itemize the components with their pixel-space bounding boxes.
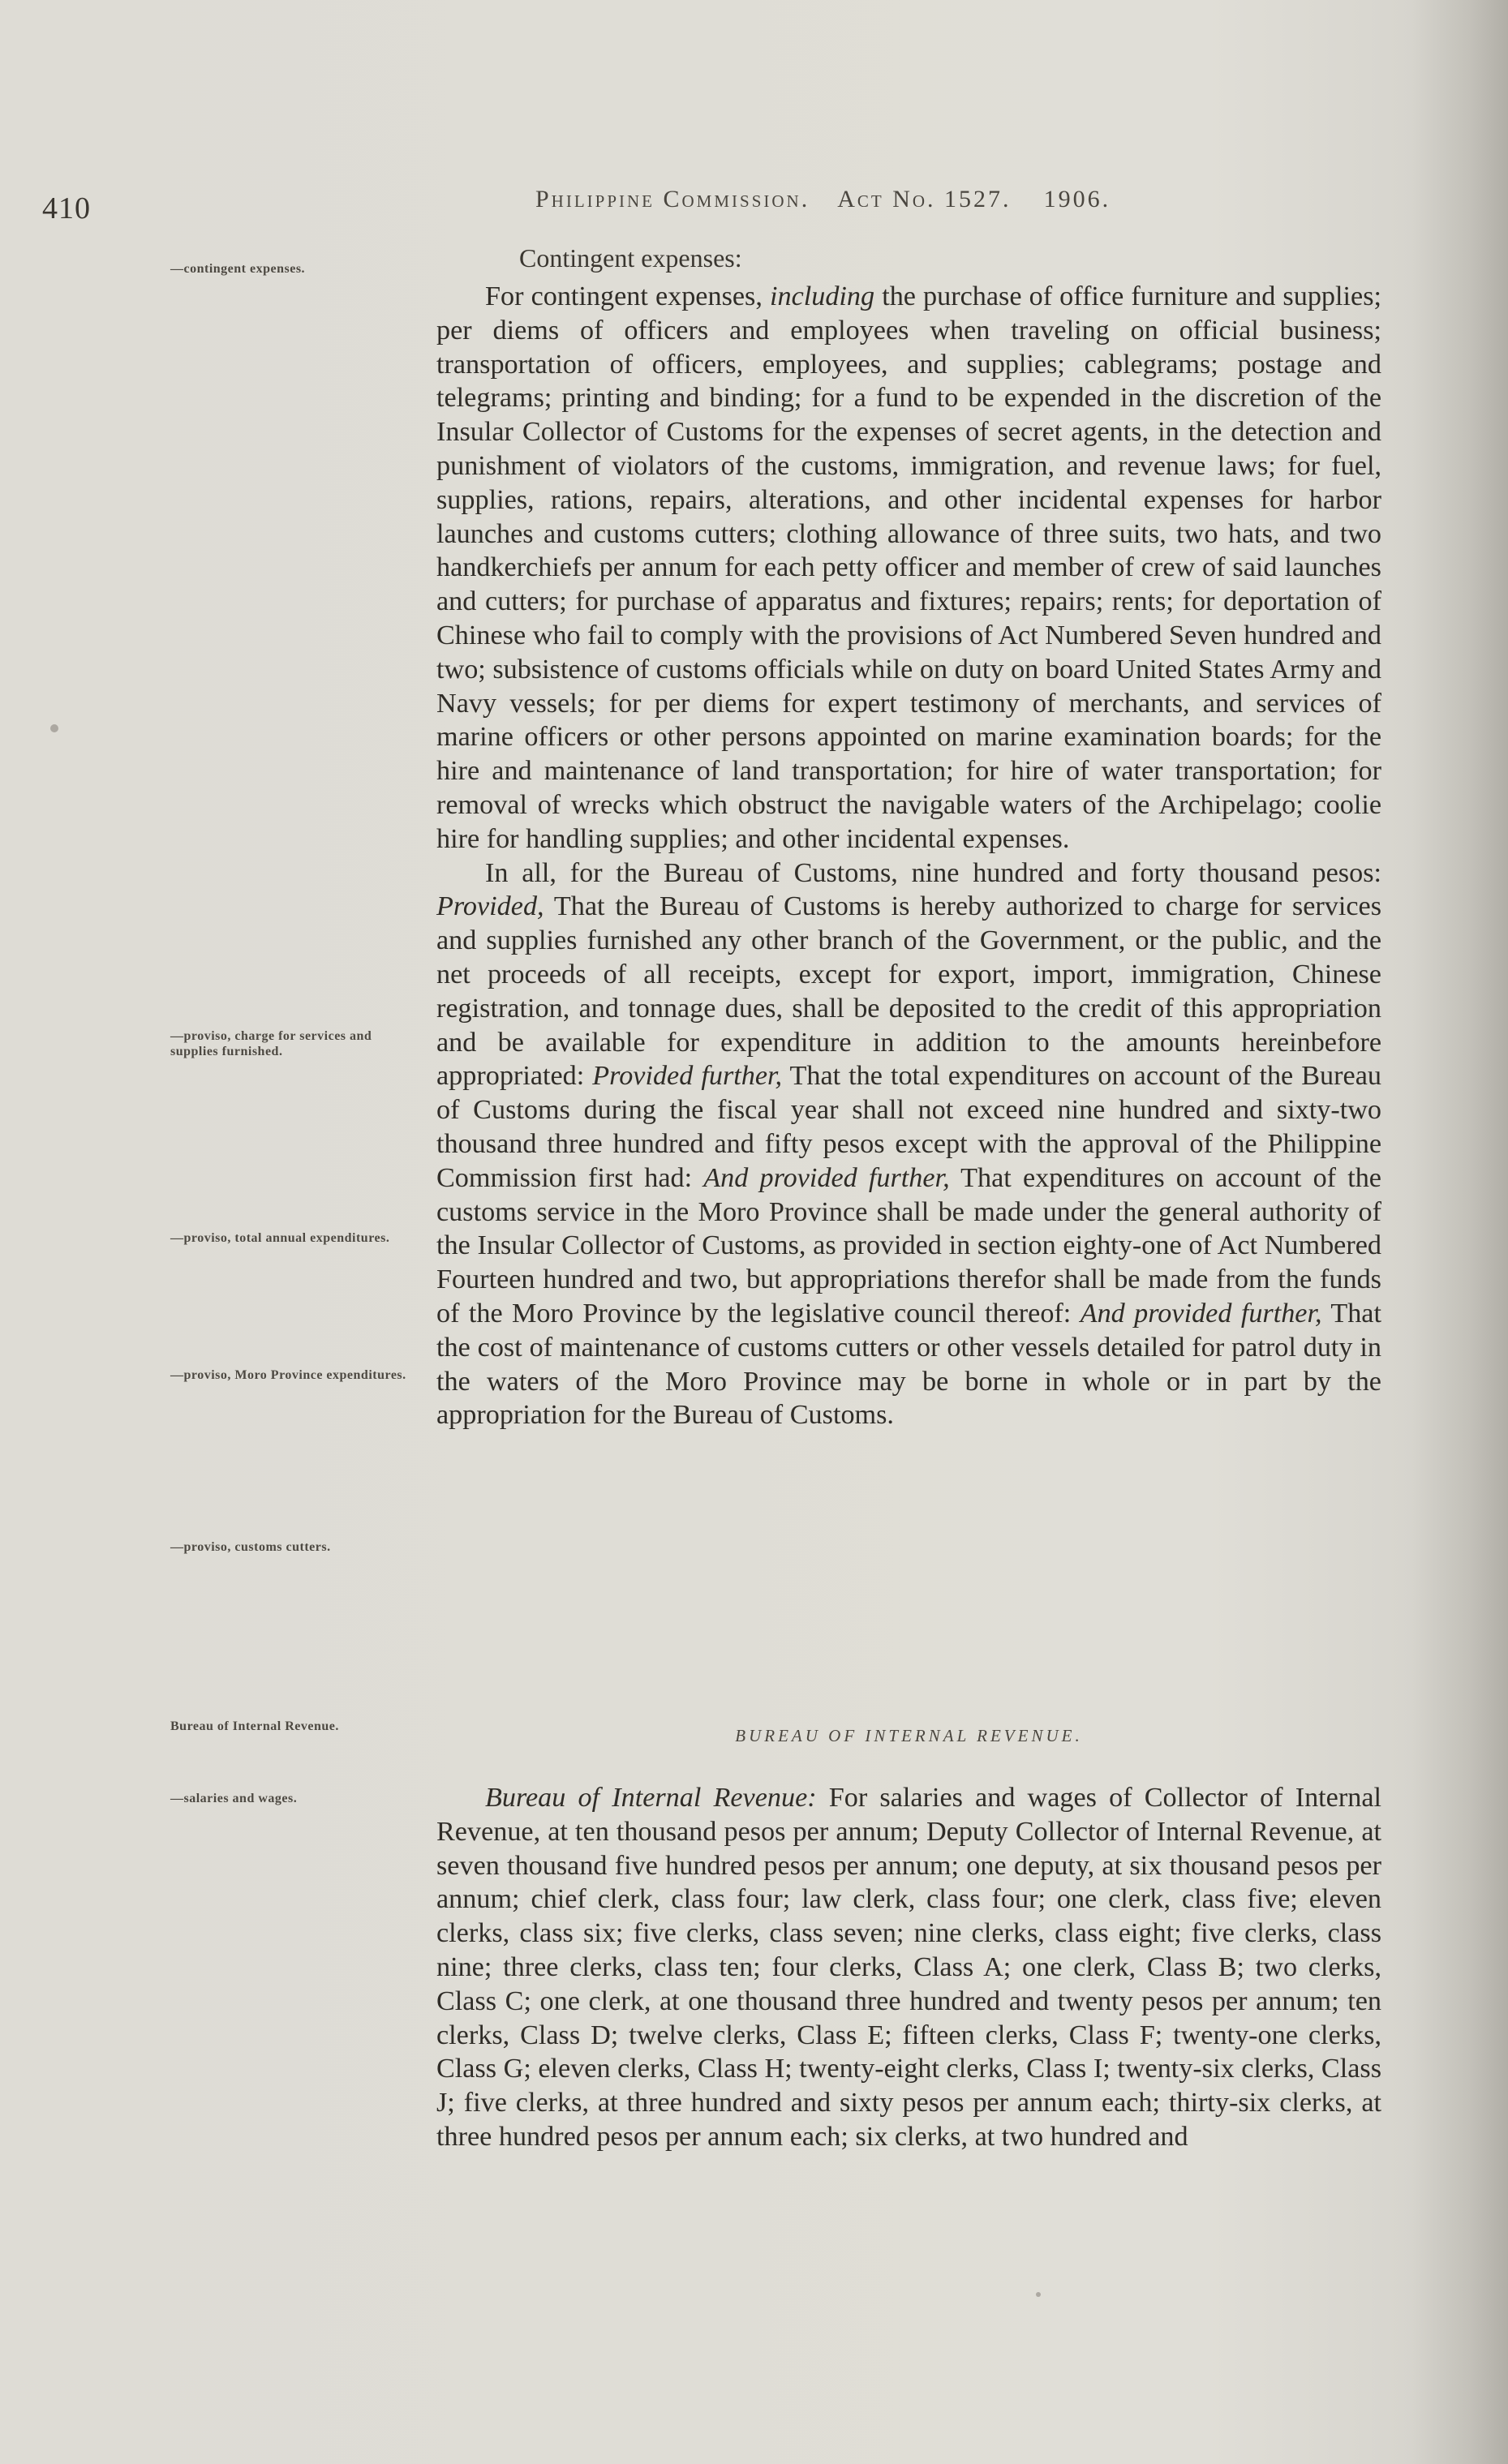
text-run-italic: Provided, xyxy=(436,891,544,922)
page-number: 410 xyxy=(42,191,91,225)
internal-revenue-text xyxy=(436,1781,1381,2154)
scan-speck xyxy=(1036,2292,1041,2297)
running-head-act: Act No. 1527. xyxy=(837,186,1012,212)
margin-note-proviso-charge: —proviso, charge for services and supplies furnished. xyxy=(170,1029,372,1058)
text-run: For salaries and wages of Collector of Internal Revenue, at ten thousand pesos per annum; Deputy Collector of Internal Revenue, at seven thousand five hundred pesos per annum; one deputy, at six thousand pesos per annum; chief clerk, class four; law clerk, class four; one clerk, class five; eleven clerks, class six; five clerks, class seven; nine clerks, class eight; five clerks, class nine; three clerks, class ten; four clerks, Class A; one clerk, Class B; two clerks, Class C; one clerk, at one thousand three hundred and twenty pesos per annum; ten clerks, Class D; twelve clerks, Class E; fifteen clerks, Class F; twenty-one clerks, Class G; eleven clerks, Class H; twenty-eight clerks, Class I; twenty-six clerks, Class J; five clerks, at three hundred and sixty pesos per annum each; thirty-six clerks, at three hundred pesos per annum each; six clerks, at two hundred and xyxy=(436,1783,1382,2152)
contingent-text xyxy=(436,280,1381,1432)
binding-shadow xyxy=(1411,0,1508,2464)
margin-note-salaries: —salaries and wages. xyxy=(170,1792,298,1805)
text-run: the purchase of office furniture and supplies; per diems of officers and employees when traveling on official business; transportation of officers, employees, and supplies; cablegrams; postage and telegrams; printing and binding; for a fund to be expended in the discretion of the Insular Collector of Customs for the expenses of secret agents, in the detection and punishment of violators of the customs, immigration, and revenue laws; for fuel, supplies, rations, repairs, alterations, and other incidental expenses for harbor launches and customs cutters; clothing allowance of three suits, two hats, and two handkerchiefs per annum for each petty officer and member of crew of said launches and cutters; for purchase of apparatus and fixtures; repairs; rents; for deportation of Chinese who fail to comply with the provisions of Act Numbered Seven hundred and two; subsistence of customs officials while on duty on board United States Army and Navy vessels; for per diems for expert testimony of merchants, and services of marine officers or other persons appointed on marine examination boards; for the hire and maintenance of land transportation; for hire of water transportation; for removal of wrecks which obstruct the navigable waters of the Archipelago; coolie hire for handling supplies; and other incidental expenses. xyxy=(436,281,1382,854)
scan-speck xyxy=(50,724,58,732)
margin-note-proviso-customs: —proviso, customs cutters. xyxy=(170,1540,331,1554)
text-run-italic: Bureau of Internal Revenue: xyxy=(485,1783,817,1813)
running-head-year: 1906. xyxy=(1043,186,1111,212)
text-run: That the Bureau of Customs is hereby authorized to charge for services and supplies furnished any other branch of the Government, or the public, and the net proceeds of all receipts, except for export, import, immigration, Chinese registration, and tonnage dues, shall be deposited to the credit of this appropriation and be available for expenditure in addition to the amounts hereinbefore appropriated: xyxy=(436,891,1381,1092)
text-run-italic: Provided further, xyxy=(592,1061,783,1092)
margin-note-proviso-moro: —proviso, Moro Province expenditures. xyxy=(170,1368,406,1382)
page-header xyxy=(0,166,1508,225)
text-run: That expenditures on account of the customs service in the Moro Province shall be made under the general authority of the Insular Collector of Customs, as provided in section eighty-one of Act Numbered Fourteen hundred and two, but appropriations therefor shall be made from the funds of the Moro Province by the legislative council thereof: xyxy=(436,1162,1381,1329)
text-run-italic: And provided further, xyxy=(1080,1298,1322,1329)
internal-revenue-paragraph xyxy=(436,1781,1381,2154)
text-run: That the cost of maintenance of customs cutters or other vessels detailed for patrol duty in the waters of the Moro Province may be borne in whole or in part by the appropriation for the Bureau of Customs. xyxy=(436,1298,1381,1431)
running-head xyxy=(535,186,1111,213)
contingent-paragraph xyxy=(436,280,1381,856)
text-run: For contingent expenses, xyxy=(485,281,770,311)
text-run-italic: including xyxy=(769,281,875,311)
customs-total-paragraph xyxy=(436,856,1381,1433)
margin-note-proviso-total: —proviso, total annual expenditures. xyxy=(170,1231,390,1245)
text-run: In all, for the Bureau of Customs, nine hundred and forty thousand pesos: xyxy=(485,857,1381,888)
margin-note-contingent: —contingent expenses. xyxy=(170,262,306,276)
margin-note-bureau: Bureau of Internal Revenue. xyxy=(170,1719,339,1733)
text-run-italic: And provided further, xyxy=(703,1162,950,1193)
running-head-title: Philippine Commission. xyxy=(535,186,810,212)
section-title: BUREAU OF INTERNAL REVENUE. xyxy=(735,1726,1083,1745)
text-run: That the total expenditures on account of the Bureau of Customs during the fiscal year shall not exceed nine hundred and sixty-two thousand three hundred and fifty pesos except with the approval of the Philippine Commission first had: xyxy=(436,1061,1381,1193)
contingent-subhead: Contingent expenses: xyxy=(519,243,742,273)
